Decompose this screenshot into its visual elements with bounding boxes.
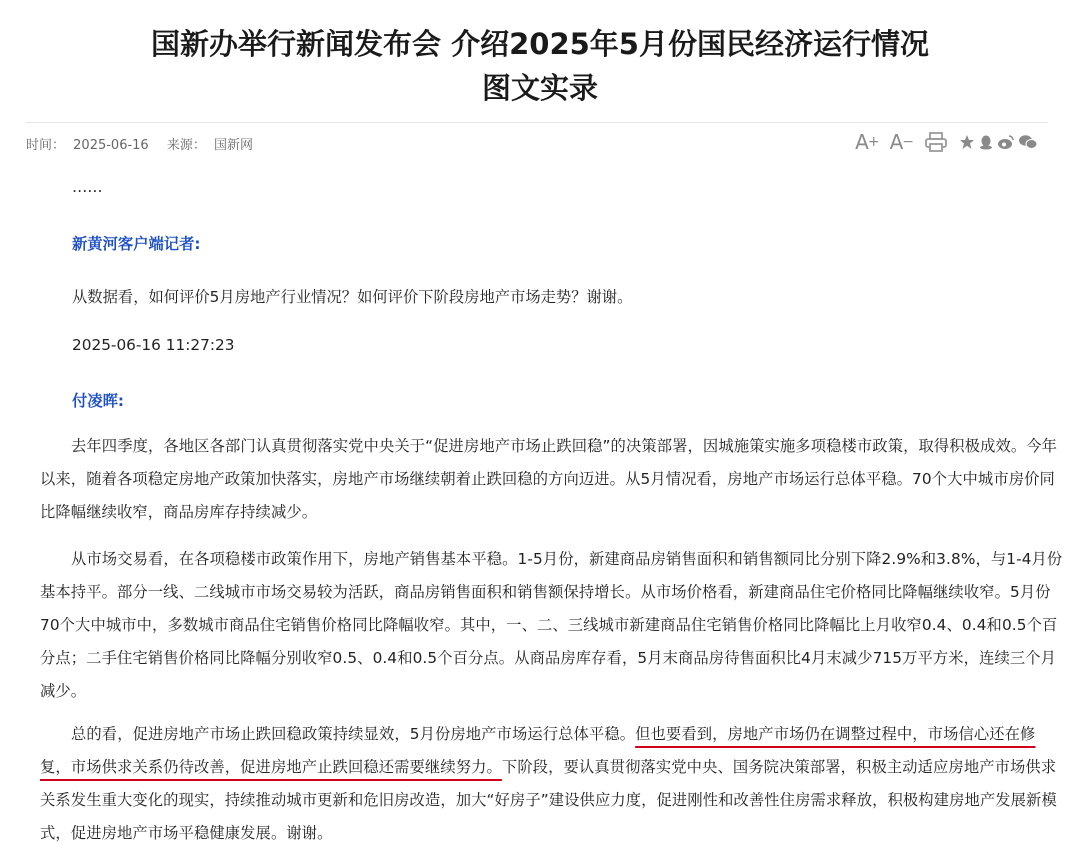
article-meta	[26, 134, 257, 153]
print-icon[interactable]	[924, 131, 948, 153]
print-icon-svg	[924, 131, 948, 153]
wechat-icon-svg	[1018, 134, 1038, 150]
question-speaker: 新黄河客户端记者:	[72, 235, 201, 253]
article-title-line-2: 图文实录	[481, 71, 598, 105]
weibo-icon[interactable]	[997, 134, 1015, 150]
article-meta-bar	[26, 122, 1048, 163]
font-increase-glyph: A	[855, 130, 869, 154]
answer-speaker: 付凌晖:	[72, 392, 125, 410]
time-label: 时间：	[26, 138, 66, 153]
highlighted-passage: 但也要看到，房地产市场仍在调整过程中，市场信心还在修复，市场供求关系仍待改善，促进房地产止跌回稳还需要继续努力。	[40, 725, 1036, 776]
qq-icon[interactable]	[978, 134, 994, 150]
font-decrease-glyph: A	[889, 130, 904, 154]
font-increase-icon[interactable]	[855, 130, 879, 154]
share-group	[956, 134, 1038, 150]
article-title-line-1: 国新办举行新闻发布会 介绍2025年5月份国民经济运行情况	[151, 27, 929, 61]
article-toolbar	[855, 130, 1038, 154]
article-title	[0, 22, 1080, 110]
qq-icon-svg	[978, 134, 994, 150]
answer-paragraph-3	[40, 718, 1064, 850]
source-name: 国新网	[214, 138, 254, 153]
publish-date: 2025-06-16	[73, 138, 149, 153]
font-decrease-icon[interactable]	[890, 130, 914, 154]
font-decrease-minus: −	[902, 134, 914, 150]
answer-paragraph-2: 从市场交易看，在各项稳楼市政策作用下，房地产销售基本平稳。1-5月份，新建商品房销售面积和销售额同比分别下降2.9%和3.8%，与1-4月份基本持平。部分一线、二线城市市场交易较为活跃，商品房销售面积和销售额保持增长。从市场价格看，新建商品住宅价格同比降幅继续收窄。5月份70个大中城市中，多数城市商品住宅销售价格同比降幅收窄。其中，一、二、三线城市新建商品住宅销售价格同比降幅比上月收窄0.4、0.4和0.5个百分点；二手住宅销售价格同比降幅分别收窄0.5、0.4和0.5个百分点。从商品房库存看，5月末商品房待售面积比4月末减少715万平方米，连续三个月减少。	[40, 550, 1063, 700]
ellipsis-text: ……	[72, 178, 103, 196]
answer-paragraph-1: 去年四季度，各地区各部门认真贯彻落实党中央关于“促进房地产市场止跌回稳”的决策部署，因城施策实施多项稳楼市政策，取得积极成效。今年以来，随着各项稳定房地产政策加快落实，房地产市场继续朝着止跌回稳的方向迈进。从5月情况看，房地产市场运行总体平稳。70个大中城市房价同比降幅继续收窄，商品房库存持续减少。	[40, 437, 1058, 521]
weibo-icon-svg	[997, 134, 1015, 150]
paragraph-3-outlook: 下阶段，要认真贯彻落实党中央、国务院决策部署，积极主动适应房地产市场供求关系发生重大变化的现实，持续推动城市更新和危旧房改造，加大“好房子”建设供应力度，促进刚性和改善性住房需求释放，积极构建房地产发展新模式，促进房地产市场平稳健康发展。谢谢。	[40, 758, 1057, 842]
question-text: 从数据看，如何评价5月房地产行业情况？如何评价下阶段房地产市场走势？谢谢。	[72, 288, 633, 306]
font-increase-plus: +	[867, 134, 880, 150]
star-icon-svg	[959, 134, 975, 150]
answer-timestamp: 2025-06-16 11:27:23	[72, 336, 235, 354]
paragraph-3-intro: 总的看，促进房地产市场止跌回稳政策持续显效，5月份房地产市场运行总体平稳。	[71, 725, 636, 743]
source-label: 来源：	[166, 138, 206, 153]
star-icon[interactable]	[959, 134, 975, 150]
wechat-icon[interactable]	[1018, 134, 1038, 150]
